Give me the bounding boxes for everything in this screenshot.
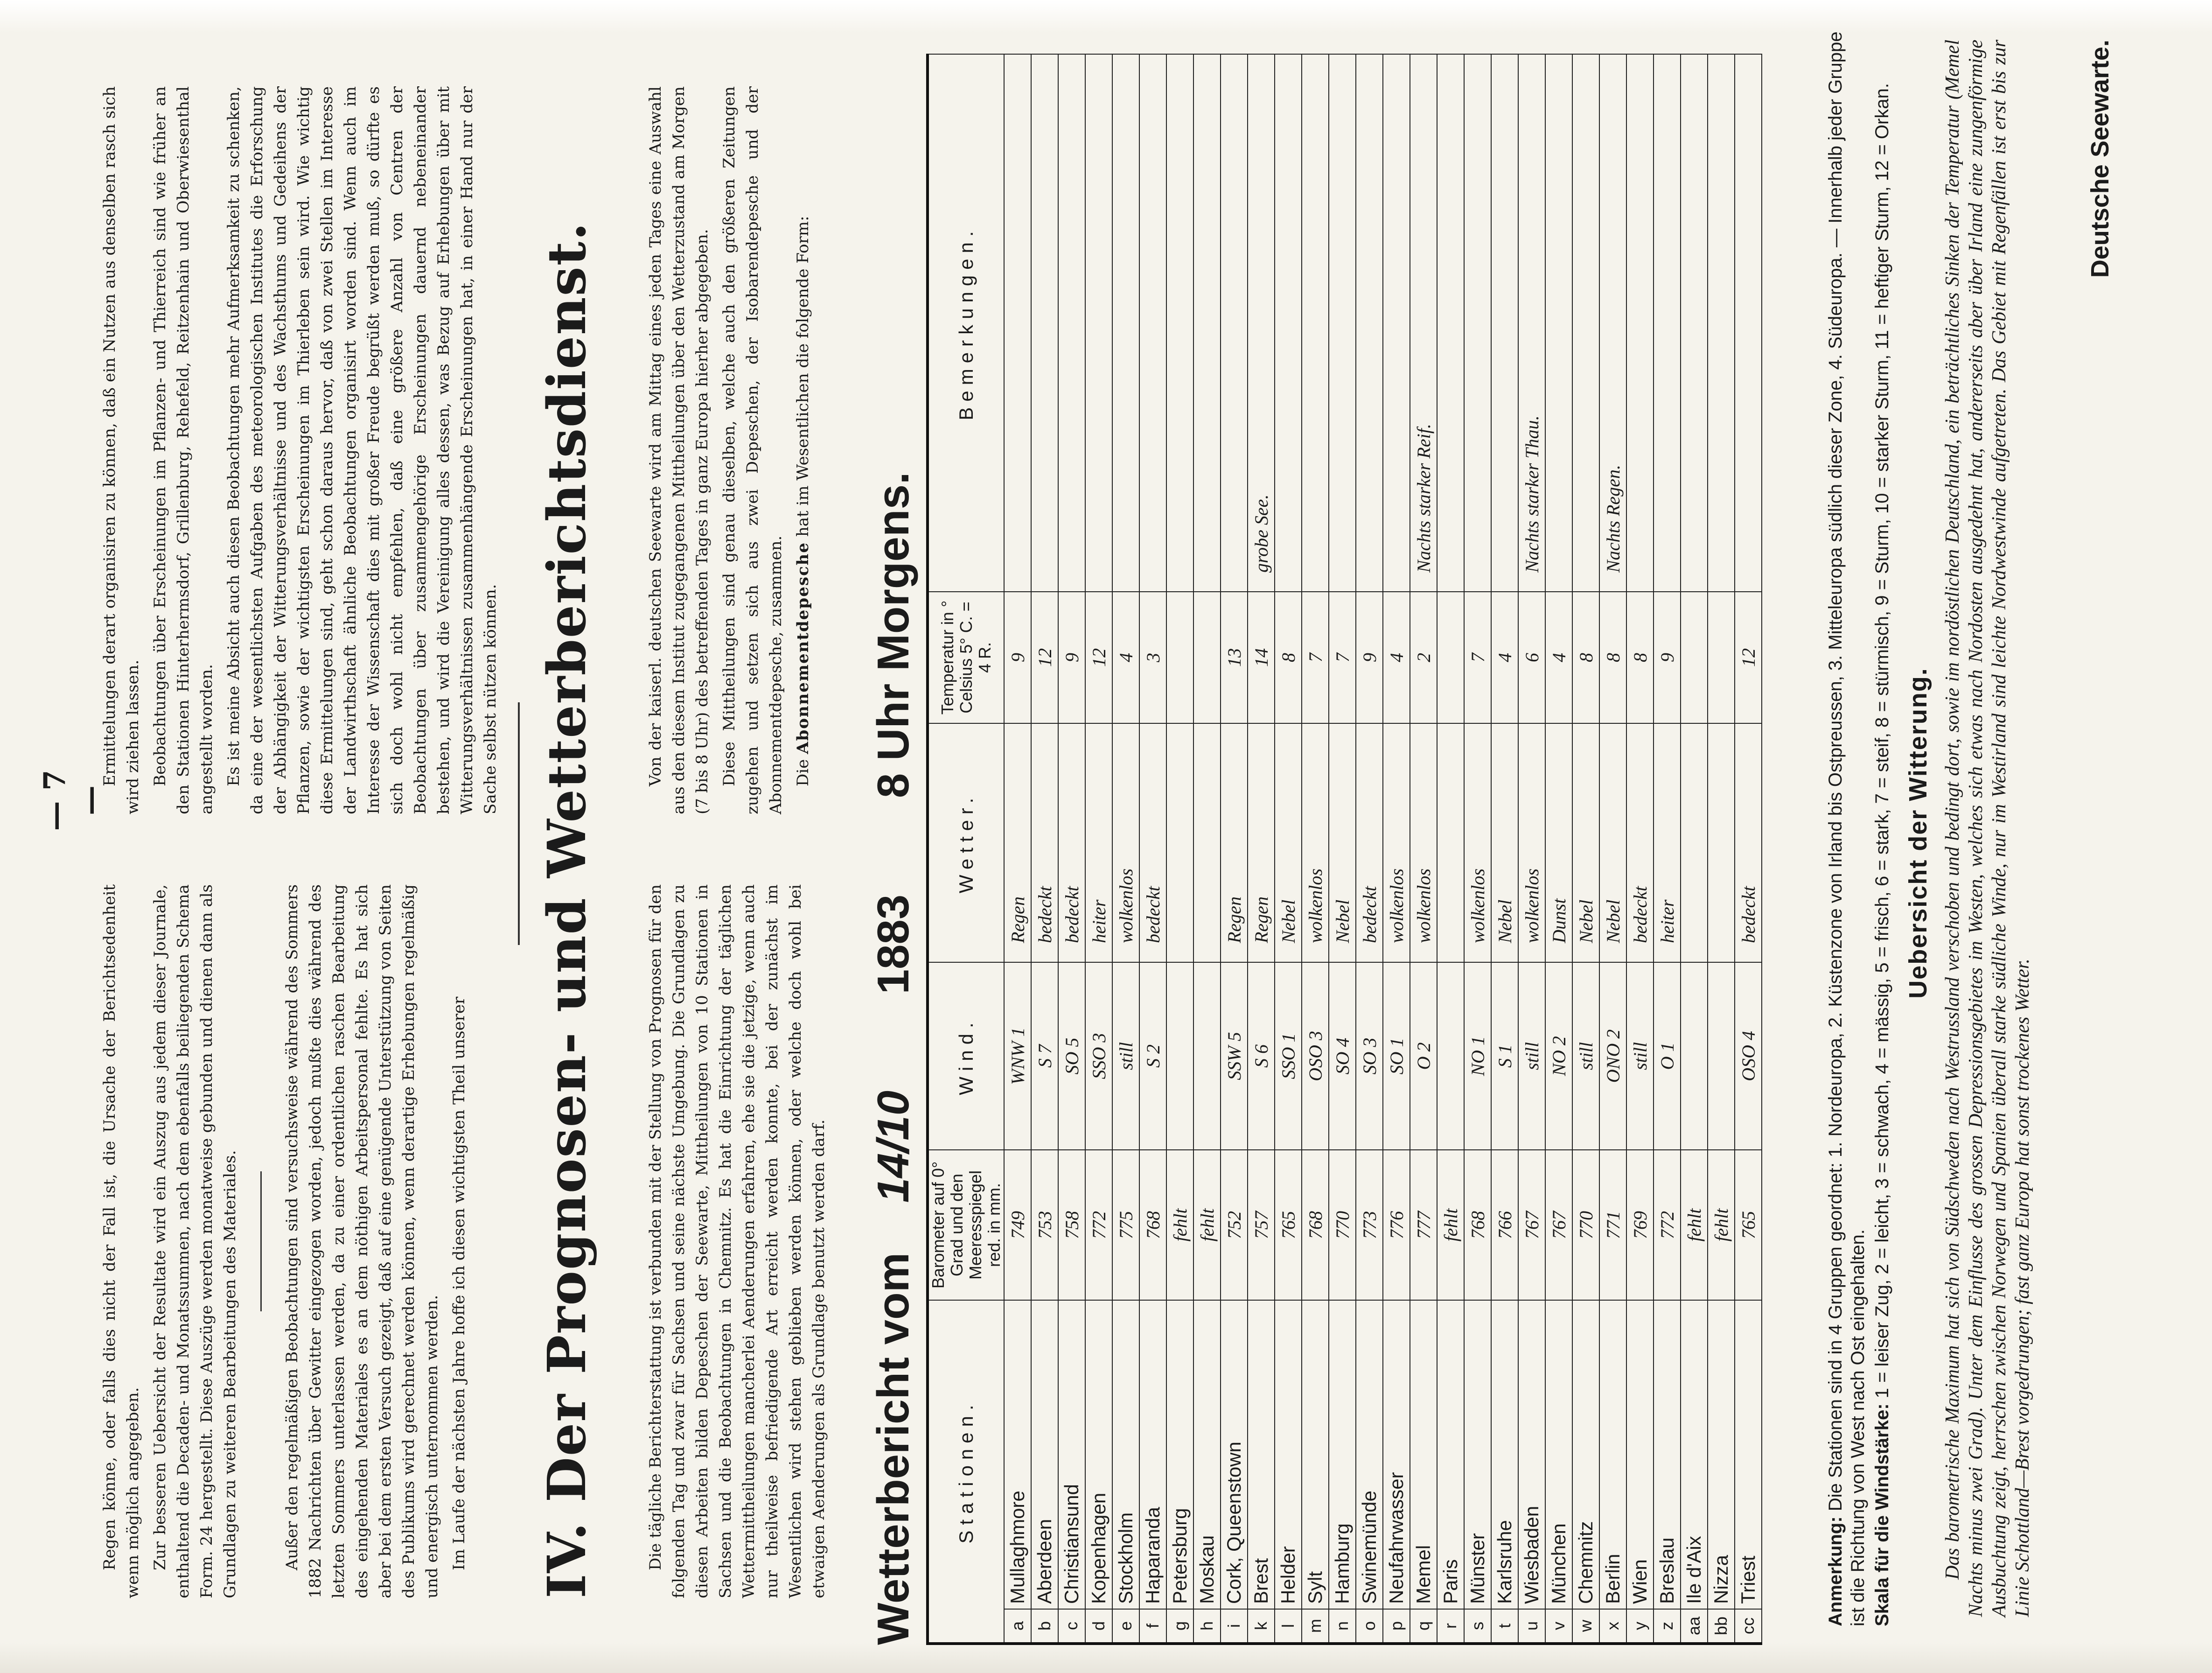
table-row [1681,54,1708,1644]
table-row [1139,54,1166,1644]
page-number: — 7 — [37,770,107,831]
wind-value: NO 1 [1464,962,1491,1150]
table-row [1004,54,1031,1644]
barometer-value: 772 [1085,1150,1112,1300]
barometer-value: 766 [1491,1150,1518,1300]
wind-value [1193,962,1221,1150]
row-letter: c [1058,1609,1085,1644]
station-name: Paris [1437,1300,1464,1609]
row-letter: d [1085,1609,1112,1644]
row-letter: p [1383,1609,1410,1644]
remark-value [1139,54,1166,592]
wind-value: ONO 2 [1599,962,1626,1150]
intro-left-paragraph: Zur besseren Uebersicht der Resultate wird ein Auszug aus jedem dieser Journale, enthaltend die Decaden- und Monatssummen, nach dem ebenfalls beiliegenden Schema Form. 24 hergestellt. Diese Auszüge werden monatweise gebunden und dienen dann als Grundlagen zu weiteren Bearbeitungen des Materiales. [151,884,239,1598]
wetter-value: heiter [1654,723,1681,962]
wetter-value: Nebel [1491,723,1518,962]
remark-value [1112,54,1139,592]
row-letter: b [1031,1609,1058,1644]
table-row [1383,54,1410,1644]
station-name: Brest [1248,1300,1275,1609]
form-intro-bold: Abonnementdepesche [794,541,812,754]
row-letter: m [1302,1609,1329,1644]
remark-value: grobe See. [1248,54,1275,592]
row-letter: cc [1735,1609,1762,1644]
wetter-value [1437,723,1464,962]
temperature-value: 4 [1383,592,1410,723]
remark-value [1031,54,1058,592]
row-letter: f [1139,1609,1166,1644]
station-name: Wiesbaden [1518,1300,1545,1609]
row-letter: z [1654,1609,1681,1644]
station-name: Moskau [1193,1300,1221,1609]
station-name: Berlin [1599,1300,1626,1609]
station-name: Petersburg [1166,1300,1193,1609]
table-row [1193,54,1221,1644]
temperature-value [1193,592,1221,723]
anmerkung-text: Die Stationen sind in 4 Gruppen geordnet: 1. Nordeuropa, 2. Küstenzone von Irland bis Ostpreussen, 3. Mitteleuropa südlich dieser Zone, 4. Südeuropa. — Innerhalb jeder Gruppe ist die Richtung von West nach Ost eingehalten. [1825,31,1868,1626]
wetter-value: wolkenlos [1518,723,1545,962]
wind-value: still [1518,962,1545,1150]
station-name: Cork, Queenstown [1221,1300,1248,1609]
table-row [1031,54,1058,1644]
wind-value: SO 4 [1329,962,1356,1150]
table-row [1302,54,1329,1644]
intro-left-paragraph: Außer den regelmäßigen Beobachtungen sind versuchsweise während des Sommers 1882 Nachrichten über Gewitter eingezogen worden, jedoch mußte dies während des letzten Sommers unterlassen werden, da zu einer ordentlichen raschen Bearbeitung des eingehenden Materiales es an dem nöthigen Arbeitspersonal fehlte. Es hat sich aber bei dem ersten Versuch gezeigt, daß auf eine genügende Unterstützung von Seiten des Publikums wird gerechnet werden können, wenn derartige Erhebungen regelmäßig und energisch unternommen werden. [283,884,441,1598]
station-name: Aberdeen [1031,1300,1058,1609]
wind-value: still [1626,962,1654,1150]
remark-value [1356,54,1383,592]
temperature-value [1166,592,1193,723]
table-row [1518,54,1545,1644]
barometer-value: 771 [1599,1150,1626,1300]
temperature-value: 4 [1491,592,1518,723]
temperature-value: 4 [1545,592,1572,723]
report-year: 1883 [868,894,918,994]
wind-value: S 2 [1139,962,1166,1150]
station-name: Kopenhagen [1085,1300,1112,1609]
remark-value [1166,54,1193,592]
remark-value [1383,54,1410,592]
temperature-value: 7 [1464,592,1491,723]
temperature-value: 12 [1031,592,1058,723]
wind-value: O 2 [1410,962,1437,1150]
remark-value [1058,54,1085,592]
wetter-value: wolkenlos [1112,723,1139,962]
remark-value [1626,54,1654,592]
row-letter: g [1166,1609,1193,1644]
wetter-value: Nebel [1275,723,1302,962]
form-intro [791,86,815,814]
signature: Deutsche Seewarte. [2086,40,2114,278]
overview-text: Das barometrische Maximum hat sich von Südschweden nach Westrussland verschoben und bedingt dort, sowie im nordöstlichen Deutschland, ein beträchtliches Sinken der Temperatur (Memel Nachts minus zwei Grad). Unter dem Einflusse des grossen Depressionsgebietes im Westen, welches sich etwas nach Nordosten ausgedehnt hat, andererseits aber über Irland eine zungenförmige Ausbuchtung zeigt, herrschen zwischen Norwegen und Spanien überall starke südliche Winde, nur im Westirland sind leichte Nordwestwinde aufgetreten. Das Gebiet mit Regenfällen ist erst bis zur Linie Schottland—Brest vorgedrungen; fast ganz Europa hat sonst trockenes Wetter. [1942,40,2033,1617]
row-letter: v [1545,1609,1572,1644]
station-name: Triest [1735,1300,1762,1609]
wetter-value: Dunst [1545,723,1572,962]
row-letter: i [1221,1609,1248,1644]
wind-value: S 6 [1248,962,1275,1150]
temperature-value: 6 [1518,592,1545,723]
wind-value: SSO 3 [1085,962,1112,1150]
remark-value [1681,54,1708,592]
wind-value: NO 2 [1545,962,1572,1150]
form-intro-after: hat im Wesentlichen die folgende Form: [794,216,812,537]
temperature-value: 12 [1085,592,1112,723]
wind-value: SSO 1 [1275,962,1302,1150]
barometer-value: 769 [1626,1150,1654,1300]
row-letter: l [1275,1609,1302,1644]
barometer-value: 777 [1410,1150,1437,1300]
table-row [1356,54,1383,1644]
station-name: Haparanda [1139,1300,1166,1609]
row-letter: t [1491,1609,1518,1644]
divider [260,1171,262,1311]
row-letter: h [1193,1609,1221,1644]
temperature-value: 9 [1004,592,1031,723]
station-name: Münster [1464,1300,1491,1609]
remark-value [1085,54,1112,592]
wind-value: O 1 [1654,962,1681,1150]
station-name: Chemnitz [1572,1300,1599,1609]
remark-value [1437,54,1464,592]
section-right-paragraph: Von der kaiserl. deutschen Seewarte wird am Mittag eines jeden Tages eine Auswahl aus den diesem Institut zugegangenen Mittheilungen über den Wetterzustand am Morgen (7 bis 8 Uhr) des betreffenden Tages in ganz Europa hierher abgegeben. [646,86,712,814]
wetter-value: wolkenlos [1383,723,1410,962]
wind-value: S 1 [1491,962,1518,1150]
station-name: Karlsruhe [1491,1300,1518,1609]
temperature-value: 8 [1599,592,1626,723]
row-letter: a [1004,1609,1031,1644]
temperature-value: 8 [1626,592,1654,723]
table-row [1275,54,1302,1644]
skala [1871,30,1893,1626]
notes [1824,30,1895,1626]
barometer-value: 767 [1545,1150,1572,1300]
remark-value [1329,54,1356,592]
wetter-value: bedeckt [1626,723,1654,962]
temperature-value: 7 [1329,592,1356,723]
header-temperature: Temperatur in ° Celsius 5° C. = 4 R. [928,592,1004,723]
weather-table-wrap [926,49,1762,1645]
wetter-value: bedeckt [1356,723,1383,962]
report-title [868,21,919,1645]
wetter-value: wolkenlos [1302,723,1329,962]
wetter-value [1681,723,1708,962]
remark-value [1221,54,1248,592]
wetter-value: heiter [1085,723,1112,962]
station-name: München [1545,1300,1572,1609]
report-title-prefix: Wetterbericht vom [868,1252,918,1645]
row-letter: r [1437,1609,1464,1644]
table-row [1248,54,1275,1644]
barometer-value: 758 [1058,1150,1085,1300]
remark-value [1464,54,1491,592]
temperature-value: 4 [1112,592,1139,723]
row-letter: k [1248,1609,1275,1644]
wind-value: OSO 4 [1735,962,1762,1150]
wetter-value [1166,723,1193,962]
remark-value [1654,54,1681,592]
wetter-value: bedeckt [1058,723,1085,962]
intro-right-paragraph: Beobachtungen über Erscheinungen im Pflanzen- und Thierreich sind wie früher an den Stationen Hinterhermsdorf, Grillenburg, Rehefeld, Reitzenhain und Oberwiesenthal angestellt worden. [151,86,216,814]
wind-value: OSO 3 [1302,962,1329,1150]
section-title: IV. Der Prognosen- und Wetterberichtsdienst. [537,221,598,1598]
skala-label: Skala für die Windstärke: [1872,1403,1892,1626]
wind-value: SO 3 [1356,962,1383,1150]
intro-left-paragraph: Im Laufe der nächsten Jahre hoffe ich diesen wichtigsten Theil unserer [450,996,468,1570]
wind-value: still [1112,962,1139,1150]
wind-value: SO 1 [1383,962,1410,1150]
row-letter: e [1112,1609,1139,1644]
barometer-value: 768 [1464,1150,1491,1300]
station-name: Neufahrwasser [1383,1300,1410,1609]
wind-value: S 7 [1031,962,1058,1150]
weather-table-body [1004,54,1762,1644]
barometer-value: 772 [1654,1150,1681,1300]
temperature-value [1681,592,1708,723]
barometer-value: fehlt [1681,1150,1708,1300]
wind-value: still [1572,962,1599,1150]
row-letter: q [1410,1609,1437,1644]
wetter-value: wolkenlos [1464,723,1491,962]
station-name: Mullaghmore [1004,1300,1031,1609]
table-row [1112,54,1139,1644]
station-name: Christiansund [1058,1300,1085,1609]
skala-text: 1 = leiser Zug, 2 = leicht, 3 = schwach, 4 = mässig, 5 = frisch, 6 = stark, 7 = steif, 8 = stürmisch, 9 = Sturm, 10 = starker Sturm, 11 = heftiger Sturm, 12 = Orkan. [1872,83,1892,1399]
table-row [1166,54,1193,1644]
remark-value [1708,54,1735,592]
barometer-value: 776 [1383,1150,1410,1300]
remark-value [1302,54,1329,592]
wetter-value: bedeckt [1031,723,1058,962]
anmerkung-label: Anmerkung: [1825,1516,1846,1626]
temperature-value: 8 [1275,592,1302,723]
weather-table [926,54,1762,1645]
table-row [1221,54,1248,1644]
barometer-value: fehlt [1708,1150,1735,1300]
station-name: Breslau [1654,1300,1681,1609]
table-row [1491,54,1518,1644]
barometer-value: fehlt [1193,1150,1221,1300]
station-name: Ile d'Aix [1681,1300,1708,1609]
remark-value [1735,54,1762,592]
row-letter: n [1329,1609,1356,1644]
station-name: Wien [1626,1300,1654,1609]
row-letter: bb [1708,1609,1735,1644]
row-letter: w [1572,1609,1599,1644]
barometer-value: 770 [1572,1150,1599,1300]
section-left-paragraph: Die tägliche Berichterstattung ist verbunden mit der Stellung von Prognosen für den folgenden Tag und zwar für Sachsen und seine nächste Umgebung. Die Grundlagen zu diesen Arbeiten bilden Depeschen der Seewarte, Mittheilungen von 10 Stationen in Sachsen und die Beobachtungen in Chemnitz. Es hat die Einrichtung der täglichen Wettermittheilungen mancherlei Aenderungen erfahren, ehe sie die jetzige, wenn auch nur theilweise befriedigende Art erreicht werden konnte, bei der zunächst im Wesentlichen wird stehen geblieben werden können, oder welche doch wohl bei etwaigen Aenderungen als Grundlage benutzt werden darf. [646,884,828,1598]
temperature-value: 9 [1058,592,1085,723]
station-name: Swinemünde [1356,1300,1383,1609]
station-name: Memel [1410,1300,1437,1609]
wetter-value: Nebel [1572,723,1599,962]
wetter-value: Nebel [1599,723,1626,962]
station-name: Stockholm [1112,1300,1139,1609]
row-letter: s [1464,1609,1491,1644]
table-row [1437,54,1464,1644]
barometer-value: fehlt [1166,1150,1193,1300]
table-row [1599,54,1626,1644]
wind-value [1166,962,1193,1150]
barometer-value: 768 [1139,1150,1166,1300]
section-column-right [644,86,818,814]
wind-value [1681,962,1708,1150]
intro-right-paragraph: Es ist meine Absicht auch diesen Beobachtungen mehr Aufmerksamkeit zu schenken, da eine der wesentlichsten Aufgaben des meteorologischen Institutes die Erforschung der Abhängigkeit der Witterungsverhältnisse und des Wachsthums und Gedeihens der Pflanzen, sowie der wichtigsten Erscheinungen im Thierleben sein wird. Wie wichtig diese Ermittelungen sind, geht schon daraus hervor, daß von zwei Stellen im Interesse der Landwirthschaft ähnliche Beobachtungen organisirt worden sind. Wenn auch im Interesse der Wissenschaft dies mit großer Freude begrüßt werden muß, so dürfte es sich doch wohl nicht empfehlen, daß eine größere Anzahl von Centren der Beobachtungen über zusammengehörige Erscheinungen dauernd nebeneinander bestehen, und wird die Vereinigung alles dessen, was Bezug auf Erhebungen über mit Witterungsverhältnissen zusammenhängende Erscheinungen hat, in einer Hand nur der Sache selbst nützen können. [224,86,500,814]
intro-column-right [98,86,506,814]
wetter-value: Regen [1221,723,1248,962]
wind-value: SO 5 [1058,962,1085,1150]
report-date: 14/10 [868,1091,918,1203]
temperature-value: 2 [1410,592,1437,723]
intro-right-paragraph: Ermittelungen derart organisiren zu können, daß ein Nutzen aus denselben rasch sich wird ziehen lassen. [100,86,142,814]
table-row [1464,54,1491,1644]
header-barometer: Barometer auf 0° Grad und den Meeresspiegel red. in mm. [928,1150,1004,1300]
temperature-value: 9 [1654,592,1681,723]
anmerkung [1824,30,1869,1626]
remark-value: Nachts Regen. [1599,54,1626,592]
remark-value [1572,54,1599,592]
section-right-paragraph: Diese Mittheilungen sind genau dieselben, welche auch den größeren Zeitungen zugehen und setzen sich aus zwei Depeschen, der Isobarendepesche und der Abonnementdepesche, zusammen. [720,86,785,814]
barometer-value: 773 [1356,1150,1383,1300]
remark-value [1545,54,1572,592]
wetter-value: bedeckt [1735,723,1762,962]
wind-value [1708,962,1735,1150]
form-intro-before: Die [794,759,812,786]
section-column-left [644,884,834,1598]
temperature-value: 8 [1572,592,1599,723]
header-remarks: Bemerkungen. [928,54,1004,592]
barometer-value: 767 [1518,1150,1545,1300]
station-name: Hamburg [1329,1300,1356,1609]
temperature-value: 13 [1221,592,1248,723]
barometer-value: fehlt [1437,1150,1464,1300]
section-divider [518,702,520,945]
table-row [1058,54,1085,1644]
barometer-value: 775 [1112,1150,1139,1300]
temperature-value: 3 [1139,592,1166,723]
barometer-value: 749 [1004,1150,1031,1300]
weather-table-header-row [928,54,1004,1644]
barometer-value: 765 [1275,1150,1302,1300]
temperature-value: 7 [1302,592,1329,723]
wind-value: WNW 1 [1004,962,1031,1150]
temperature-value: 12 [1735,592,1762,723]
barometer-value: 768 [1302,1150,1329,1300]
row-letter: aa [1681,1609,1708,1644]
table-row [1654,54,1681,1644]
header-wind: Wind. [928,962,1004,1150]
table-row [1085,54,1112,1644]
table-row [1708,54,1735,1644]
row-letter: o [1356,1609,1383,1644]
remark-value: Nachts starker Thau. [1518,54,1545,592]
wetter-value [1193,723,1221,962]
intro-column-left [98,884,474,1598]
row-letter: y [1626,1609,1654,1644]
table-row [1735,54,1762,1644]
wetter-value: Regen [1248,723,1275,962]
header-wetter: Wetter. [928,723,1004,962]
row-letter: x [1599,1609,1626,1644]
intro-left-paragraph: Regen könne, oder falls dies nicht der Fall ist, die Ursache der Berichtsedenheit wenn möglich angegeben. [100,884,142,1598]
temperature-value: 9 [1356,592,1383,723]
table-row [1626,54,1654,1644]
barometer-value: 770 [1329,1150,1356,1300]
barometer-value: 753 [1031,1150,1058,1300]
table-row [1329,54,1356,1644]
table-row [1410,54,1437,1644]
overview-title: Uebersicht der Witterung. [1904,667,1932,999]
wetter-value [1708,723,1735,962]
report-time: 8 Uhr Morgens. [868,472,918,798]
station-name: Helder [1275,1300,1302,1609]
remark-value [1193,54,1221,592]
wetter-value: bedeckt [1139,723,1166,962]
remark-value [1491,54,1518,592]
temperature-value [1437,592,1464,723]
table-row [1572,54,1599,1644]
temperature-value: 14 [1248,592,1275,723]
station-name: Sylt [1302,1300,1329,1609]
barometer-value: 752 [1221,1150,1248,1300]
wetter-value: Regen [1004,723,1031,962]
wetter-value: wolkenlos [1410,723,1437,962]
wind-value [1437,962,1464,1150]
header-stations: Stationen. [928,1300,1004,1644]
row-letter: u [1518,1609,1545,1644]
table-row [1545,54,1572,1644]
remark-value [1004,54,1031,592]
remark-value: Nachts starker Reif. [1410,54,1437,592]
barometer-value: 757 [1248,1150,1275,1300]
station-name: Nizza [1708,1300,1735,1609]
barometer-value: 765 [1735,1150,1762,1300]
temperature-value [1708,592,1735,723]
wind-value: SSW 5 [1221,962,1248,1150]
wetter-value: Nebel [1329,723,1356,962]
remark-value [1275,54,1302,592]
